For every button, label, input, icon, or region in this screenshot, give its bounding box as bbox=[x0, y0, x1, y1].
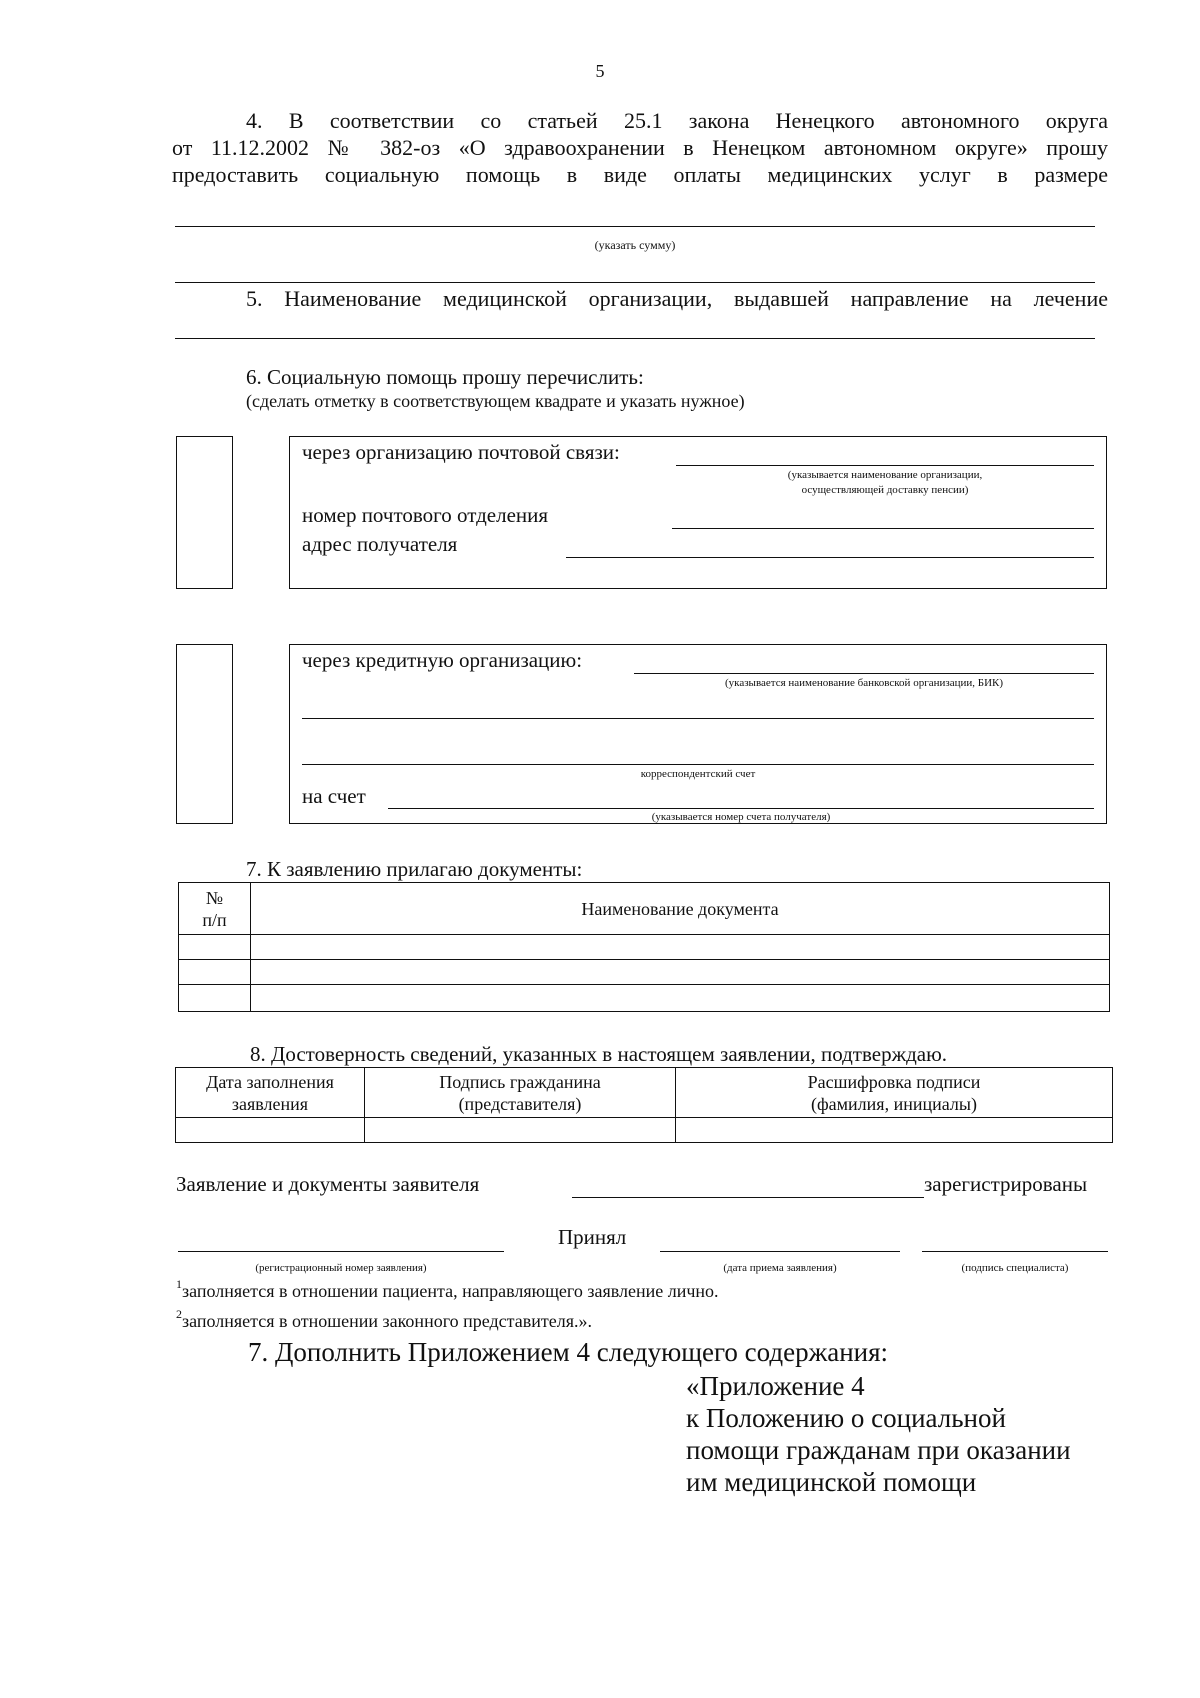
footnote-1 bbox=[176, 1277, 719, 1302]
table-cell[interactable] bbox=[179, 960, 251, 985]
confirmation-table bbox=[175, 1067, 1113, 1143]
section6-subtitle: (сделать отметку в соответствующем квадрате и указать нужное) bbox=[246, 391, 745, 411]
documents-table-header bbox=[179, 883, 1110, 935]
footnote-2-mark: 2 bbox=[176, 1307, 182, 1321]
table-row bbox=[179, 935, 1110, 960]
table-cell[interactable] bbox=[179, 935, 251, 960]
address-label: адрес получателя bbox=[302, 532, 458, 556]
page-number: 5 bbox=[595, 61, 605, 81]
account-label: на счет bbox=[302, 784, 366, 808]
transcript-cell[interactable] bbox=[676, 1118, 1113, 1143]
bank-label: через кредитную организацию: bbox=[302, 648, 583, 672]
reg-number-line[interactable] bbox=[178, 1251, 504, 1252]
bank-line-2[interactable] bbox=[302, 718, 1094, 719]
signature-cell[interactable] bbox=[365, 1118, 676, 1143]
date-header-line2: заявления bbox=[231, 1093, 309, 1114]
section4-line1: 4. В соответствии со статьей 25.1 закона Ненецкого автономного округа bbox=[246, 108, 1108, 133]
medical-org-line[interactable] bbox=[175, 338, 1095, 339]
post-checkbox[interactable] bbox=[176, 436, 233, 589]
signature-header-line1: Подпись гражданина bbox=[439, 1071, 601, 1092]
date-received-hint: (дата приема заявления) bbox=[723, 1262, 837, 1274]
sum-line-2[interactable] bbox=[175, 282, 1095, 283]
table-cell[interactable] bbox=[251, 985, 1110, 1012]
appendix-line-3: помощи гражданам при оказании bbox=[686, 1435, 1071, 1465]
section5-text: 5. Наименование медицинской организации, выдавшей направление на лечение bbox=[246, 286, 1108, 311]
bank-hint: (указывается наименование банковской организации, БИК) bbox=[724, 677, 1004, 689]
date-received-line[interactable] bbox=[660, 1251, 900, 1252]
post-hint-2: осуществляющей доставку пенсии) bbox=[801, 484, 969, 496]
table-row bbox=[179, 985, 1110, 1012]
section7-title: 7. К заявлению прилагаю документы: bbox=[246, 857, 583, 881]
documents-table bbox=[178, 882, 1110, 1012]
date-header bbox=[176, 1068, 365, 1118]
appendix-line-4: им медицинской помощи bbox=[686, 1467, 977, 1497]
signature-header-line2: (представителя) bbox=[458, 1093, 582, 1114]
transcript-header-line2: (фамилия, инициалы) bbox=[811, 1093, 977, 1114]
col-number-header bbox=[179, 883, 251, 935]
corr-account-hint: корреспондентский счет bbox=[640, 768, 756, 780]
bank-checkbox[interactable] bbox=[176, 644, 233, 824]
footnote-2 bbox=[176, 1307, 592, 1332]
post-office-line[interactable] bbox=[672, 528, 1094, 529]
table-cell[interactable] bbox=[251, 960, 1110, 985]
post-hint-1: (указывается наименование организации, bbox=[787, 469, 983, 481]
footnote-2-text: заполняется в отношении законного представителя.». bbox=[182, 1311, 592, 1331]
footnote-1-mark: 1 bbox=[176, 1277, 182, 1291]
account-line[interactable] bbox=[388, 808, 1094, 809]
appendix-line-1: «Приложение 4 bbox=[686, 1371, 865, 1401]
col-name-header: Наименование документа bbox=[251, 883, 1110, 935]
amendment-text: 7. Дополнить Приложением 4 следующего содержания: bbox=[248, 1337, 889, 1367]
post-label: через организацию почтовой связи: bbox=[302, 440, 620, 464]
post-org-line[interactable] bbox=[676, 465, 1094, 466]
table-cell[interactable] bbox=[179, 985, 251, 1012]
accepted-label: Принял bbox=[558, 1225, 627, 1249]
registration-right: зарегистрированы bbox=[924, 1172, 1088, 1196]
account-hint: (указывается номер счета получателя) bbox=[651, 811, 831, 823]
table-row bbox=[176, 1118, 1113, 1143]
section4-line2: от 11.12.2002 № 382-оз «О здравоохранении в Ненецком автономном округе» прошу bbox=[172, 135, 1108, 160]
table-cell[interactable] bbox=[251, 935, 1110, 960]
post-office-label: номер почтового отделения bbox=[302, 503, 549, 527]
date-header-line1: Дата заполнения bbox=[206, 1071, 334, 1092]
specialist-signature-hint: (подпись специалиста) bbox=[961, 1262, 1069, 1274]
signature-header bbox=[365, 1068, 676, 1118]
table-row bbox=[179, 960, 1110, 985]
specialist-signature-line[interactable] bbox=[922, 1251, 1108, 1252]
section8-title: 8. Достоверность сведений, указанных в настоящем заявлении, подтверждаю. bbox=[250, 1042, 948, 1066]
reg-number-hint: (регистрационный номер заявления) bbox=[255, 1262, 427, 1274]
section4-line3: предоставить социальную помощь в виде оплаты медицинских услуг в размере bbox=[172, 162, 1108, 187]
bank-name-line[interactable] bbox=[634, 673, 1094, 674]
footnote-1-text: заполняется в отношении пациента, направляющего заявление лично. bbox=[182, 1281, 719, 1301]
corr-account-line[interactable] bbox=[302, 764, 1094, 765]
appendix-line-2: к Положению о социальной bbox=[686, 1403, 1006, 1433]
date-cell[interactable] bbox=[176, 1118, 365, 1143]
confirmation-table-header bbox=[176, 1068, 1113, 1118]
col-number-line1: № bbox=[205, 887, 224, 908]
col-number-line2: п/п bbox=[202, 909, 227, 930]
registration-left: Заявление и документы заявителя bbox=[176, 1172, 480, 1196]
transcript-header bbox=[676, 1068, 1113, 1118]
sum-line-1[interactable] bbox=[175, 226, 1095, 227]
transcript-header-line1: Расшифровка подписи bbox=[807, 1071, 981, 1092]
registration-line[interactable] bbox=[572, 1197, 924, 1198]
sum-hint: (указать сумму) bbox=[594, 238, 676, 252]
section6-title: 6. Социальную помощь прошу перечислить: bbox=[246, 365, 644, 389]
address-line[interactable] bbox=[566, 557, 1094, 558]
